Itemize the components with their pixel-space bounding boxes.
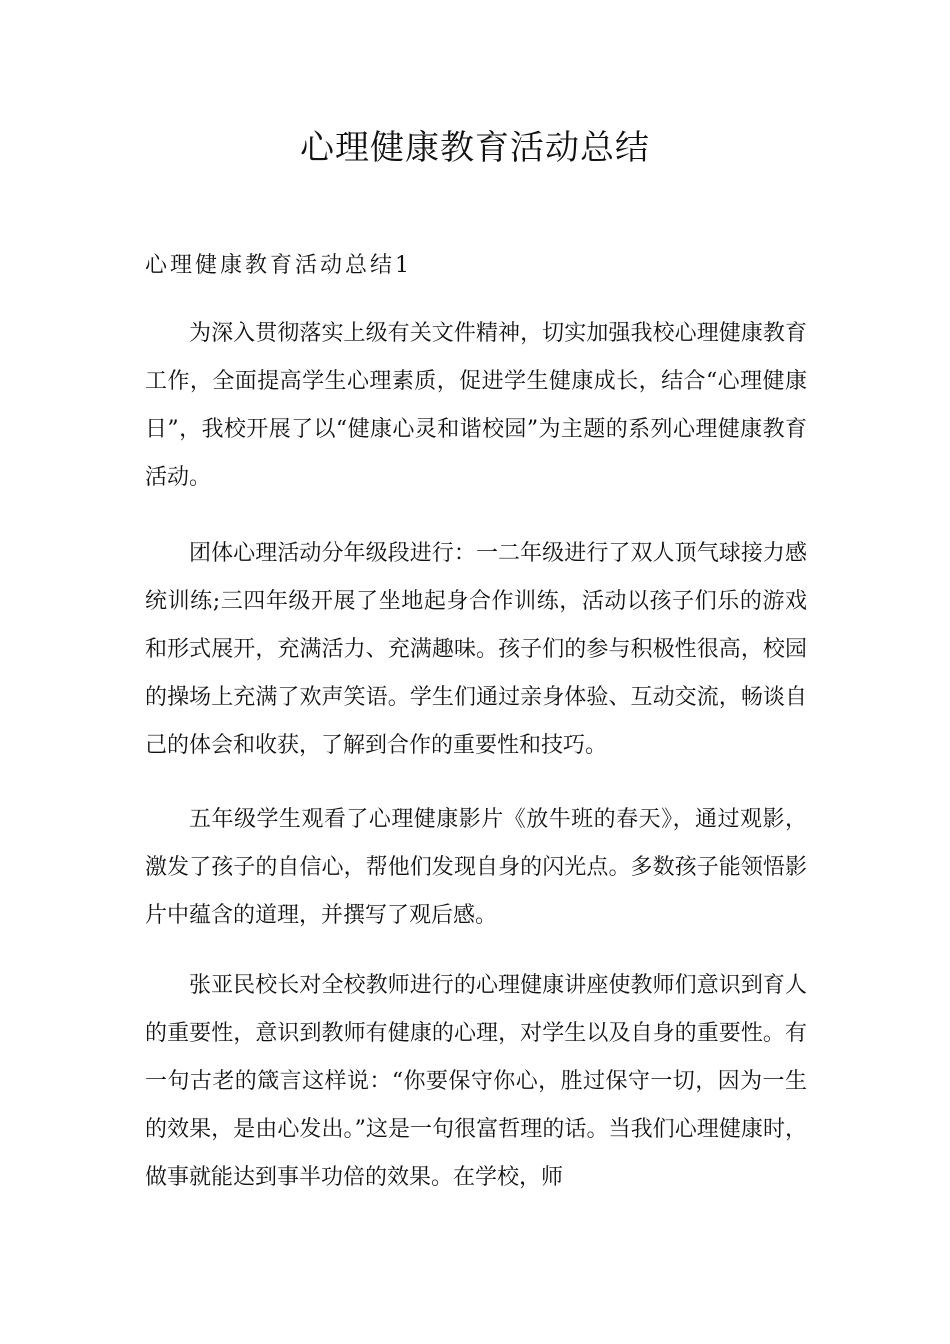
paragraph-1: 为深入贯彻落实上级有关文件精神，切实加强我校心理健康教育工作，全面提高学生心理素质，促进学生健康成长，结合“心理健康日”，我校开展了以“健康心灵和谐校园”为主题的系列心理健康教育活动。: [145, 321, 807, 490]
paragraph-3: 五年级学生观看了心理健康影片《放牛班的春天》，通过观影，激发了孩子的自信心，帮他们发现自身的闪光点。多数孩子能领悟影片中蕴含的道理，并撰写了观后感。: [145, 807, 807, 928]
paragraph-2: 团体心理活动分年级段进行：一二年级进行了双人顶气球接力感统训练;三四年级开展了坐地起身合作训练，活动以孩子们乐的游戏和形式展开，充满活力、充满趣味。孩子们的参与积极性很高，校园的操场上充满了欢声笑语。学生们通过亲身体验、互动交流，畅谈自己的体会和收获，了解到合作的重要性和技巧。: [145, 541, 807, 758]
paragraph-4: 张亚民校长对全校教师进行的心理健康讲座使教师们意识到育人的重要性，意识到教师有健康的心理，对学生以及自身的重要性。有一句古老的箴言这样说：“你要保守你心，胜过保守一切，因为一生的效果，是由心发出。”这是一句很富哲理的话。当我们心理健康时，做事就能达到事半功倍的效果。在学校，师: [145, 973, 807, 1190]
document-title: 心理健康教育活动总结: [300, 128, 650, 168]
section-heading: 心理健康教育活动总结1: [145, 253, 412, 278]
